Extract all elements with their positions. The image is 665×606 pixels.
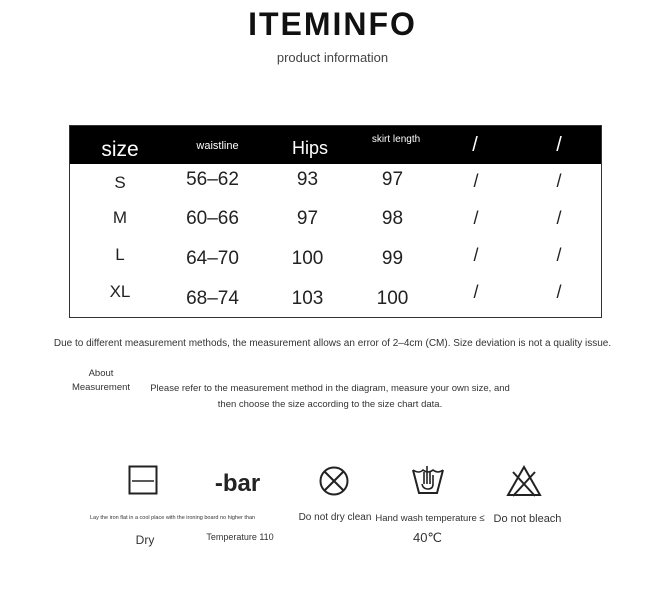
column-header-hips: Hips xyxy=(291,138,328,158)
measurement-instructions xyxy=(140,381,520,413)
no-dry-clean-icon xyxy=(318,465,350,497)
instruction-line1: Please refer to the measurement method in the diagram, measure your own size, and xyxy=(150,383,510,394)
column-header-waistline: waistline xyxy=(196,140,239,152)
table-cell-slash: / xyxy=(473,171,479,191)
about-label-line1: About xyxy=(88,368,114,379)
table-cell-slash: / xyxy=(556,245,562,265)
column-header-slash-1: / xyxy=(472,134,478,156)
instruction-line2: then choose the size according to the size chart data. xyxy=(217,399,443,410)
table-cell-size: L xyxy=(115,245,125,264)
column-header-skirt-length: skirt length xyxy=(371,134,421,145)
iron-note: Lay the iron flat in a cool place with the ironing board no higher than xyxy=(90,515,256,521)
column-header-slash-2: / xyxy=(556,134,562,156)
table-cell-skirt-length: 97 xyxy=(381,169,404,190)
page-title: ITEMINFO xyxy=(248,6,417,42)
table-cell-waistline: 68–74 xyxy=(186,288,239,309)
hand-wash-temperature: 40℃ xyxy=(412,530,443,545)
table-cell-hips: 93 xyxy=(296,169,319,190)
hand-wash-icon xyxy=(410,464,446,496)
table-cell-size: M xyxy=(112,208,128,227)
table-cell-skirt-length: 99 xyxy=(381,248,404,269)
size-table xyxy=(69,125,602,318)
hand-wash-caption: Hand wash temperature ≤ xyxy=(375,513,485,524)
table-cell-waistline: 56–62 xyxy=(186,169,239,190)
table-cell-slash: / xyxy=(473,282,479,302)
table-cell-size: S xyxy=(114,173,126,192)
table-cell-skirt-length: 98 xyxy=(381,208,404,229)
table-cell-slash: / xyxy=(473,245,479,265)
no-bleach-icon xyxy=(505,464,543,498)
table-cell-skirt-length: 100 xyxy=(376,288,409,309)
tumble-dry-square-icon xyxy=(128,465,158,495)
page-subtitle: product information xyxy=(276,50,389,65)
dry-caption: Dry xyxy=(135,533,155,547)
table-cell-slash: / xyxy=(556,171,562,191)
table-cell-hips: 100 xyxy=(291,248,324,269)
column-header-size: size xyxy=(101,138,139,161)
table-cell-slash: / xyxy=(556,282,562,302)
table-cell-size: XL xyxy=(109,282,131,301)
table-cell-waistline: 60–66 xyxy=(186,208,239,229)
table-cell-slash: / xyxy=(473,208,479,228)
no-dry-clean-caption: Do not dry clean xyxy=(298,512,372,523)
table-header xyxy=(70,126,601,164)
iron-temperature-caption: Temperature 110 xyxy=(206,532,274,542)
measurement-error-note: Due to different measurement methods, the measurement allows an error of 2–4cm (CM). Size deviation is not a quality issue. xyxy=(53,338,612,349)
table-cell-slash: / xyxy=(556,208,562,228)
no-bleach-caption: Do not bleach xyxy=(493,513,562,525)
table-cell-hips: 103 xyxy=(291,288,324,309)
iron-temperature-symbol: -bar xyxy=(214,470,261,497)
table-cell-hips: 97 xyxy=(296,208,319,229)
about-measurement-label xyxy=(66,367,136,395)
about-label-line2: Measurement xyxy=(71,382,131,393)
table-cell-waistline: 64–70 xyxy=(186,248,239,269)
